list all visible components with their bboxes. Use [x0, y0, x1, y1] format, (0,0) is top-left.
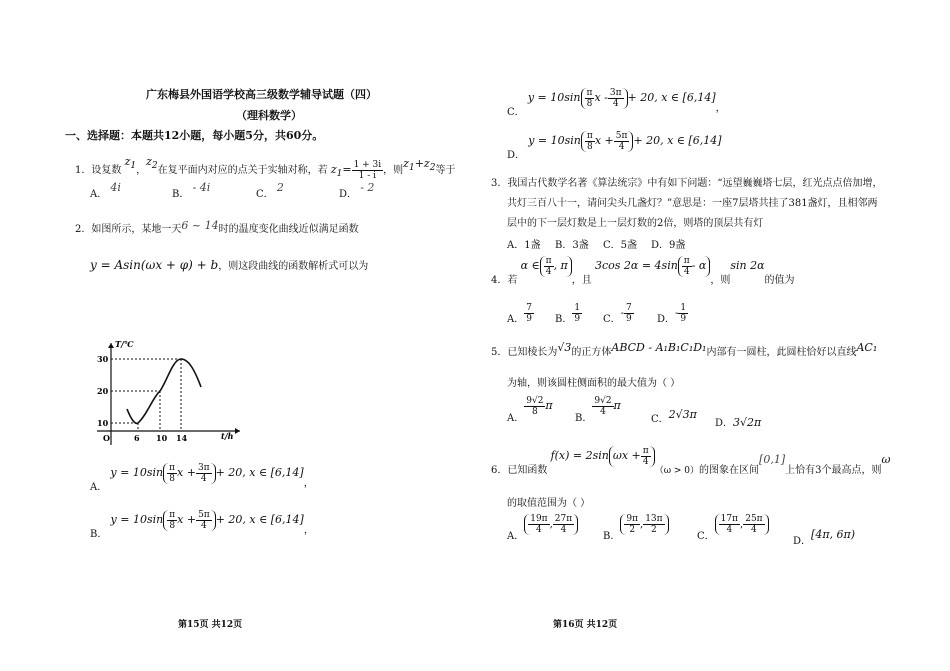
question-number: 4． — [491, 275, 508, 286]
axis-line: AC₁ — [856, 341, 878, 354]
q6-text-a: 已知函数 — [507, 465, 548, 476]
z2-sub: 2 — [151, 161, 158, 172]
option-pre: y = 10sin — [527, 91, 581, 104]
q6-option-c[interactable]: C． $\frac{17\pi}{4}$ , $\frac{25\pi}{4}$ — [697, 514, 769, 535]
q4-option-a[interactable] — [507, 303, 534, 324]
y-axis-arrow-icon — [108, 343, 114, 348]
option-value: 2 — [276, 181, 284, 194]
option-label: B． — [90, 529, 108, 540]
q2-option-d[interactable] — [507, 131, 722, 161]
q4-option-b[interactable] — [555, 303, 582, 324]
comma: ， — [136, 165, 147, 176]
q3-option-c[interactable] — [603, 236, 637, 251]
q4-tail: 的值为 — [764, 275, 795, 286]
option-b-d: 2 — [651, 525, 657, 535]
q1-text-b: 在复平面内对应的点关于实轴对称，若 — [157, 165, 328, 176]
option-label: B． — [172, 189, 190, 200]
x-tick-14: 14 — [176, 433, 188, 443]
q6-text-c: 上恰有3个最高点，则 — [785, 465, 882, 476]
question-number: 2． — [75, 224, 92, 235]
option-value: 3盏 — [572, 240, 589, 251]
q6-option-b[interactable]: B． $\frac{9\pi}{2}$ , $\frac{13\pi}{2}$ — [603, 514, 669, 535]
interval-d: 4 — [545, 267, 552, 277]
option-value: 2√3π — [668, 408, 697, 421]
option-x: x + — [177, 513, 197, 526]
question-number: 6． — [491, 465, 508, 476]
option-label: C． — [256, 189, 274, 200]
option-d: 8 — [531, 407, 538, 417]
q3-option-b[interactable] — [555, 236, 589, 251]
q4-target: sin 2α — [730, 259, 765, 272]
q4-ze: ，则 — [710, 275, 731, 286]
q1-option-c[interactable] — [256, 181, 284, 200]
q2-formula-line — [90, 257, 368, 272]
q1-option-a[interactable] — [90, 181, 121, 200]
option-n: 9√2 — [594, 396, 612, 406]
q5-text-b: 的正方体 — [571, 347, 612, 358]
option-pi: π — [613, 399, 621, 412]
q2-option-b[interactable] — [90, 510, 314, 540]
option-b-n: 27π — [554, 514, 573, 524]
q1-text-c: ，则 — [383, 165, 404, 176]
question-number: 5． — [491, 347, 508, 358]
q2-option-a[interactable] — [90, 463, 314, 493]
omega-condition: （ω > 0） — [654, 466, 700, 476]
edge-length: √3 — [557, 341, 572, 354]
z1-sub: 1 — [130, 161, 137, 172]
option-value: 1盏 — [524, 240, 541, 251]
option-n: 7 — [526, 303, 532, 313]
omega-symbol: ω — [881, 453, 891, 466]
option-label: D． — [507, 150, 526, 161]
plus: + — [414, 157, 424, 170]
option-label: D． — [657, 314, 676, 325]
question-4 — [491, 256, 795, 286]
option-b-n: 25π — [745, 514, 763, 524]
option-label: A． — [90, 482, 108, 493]
option-n: 9√2 — [526, 396, 544, 406]
option-sign: - — [620, 308, 625, 319]
option-d: 9 — [680, 314, 687, 324]
phase-n: π — [642, 446, 649, 456]
q5-option-c[interactable] — [651, 410, 697, 425]
option-value: 5盏 — [620, 240, 638, 251]
y-tick-30: 30 — [97, 354, 109, 364]
interval-n: π — [545, 256, 552, 266]
option-label: A． — [90, 189, 108, 200]
option-post: + 20, x ∈ [6,14] — [215, 513, 304, 526]
page-footer: 第16页 共12页 — [553, 620, 618, 630]
eq-r: - α — [691, 259, 707, 272]
frac-n: π — [586, 88, 593, 98]
option-label: B． — [555, 240, 573, 251]
question-number: 3． — [491, 178, 508, 189]
q5-option-d[interactable] — [715, 414, 761, 429]
temperature-curve — [127, 359, 201, 423]
option-a-d: 4 — [536, 525, 542, 535]
z1-eq: z — [330, 163, 337, 176]
q3-line1: 我国古代数学名著《算法统宗》中有如下问题：“远望巍巍塔七层，红光点点倍加增， — [507, 178, 883, 189]
option-d: 9 — [626, 314, 632, 324]
y-tick-10: 10 — [97, 418, 109, 428]
origin-label: O — [103, 433, 110, 443]
q2-formula: y = Asin(ωx + φ) + b — [90, 258, 219, 272]
option-value: 3√2π — [733, 416, 762, 429]
option-b-n: 13π — [645, 514, 663, 524]
question-number: 1． — [75, 165, 92, 176]
q3-line3: 层中的下一层灯数是上一层灯数的2倍，则塔的顶层共有灯 — [507, 218, 764, 229]
frac-d: 8 — [169, 521, 176, 531]
q6-inner: ωx + — [612, 449, 641, 462]
phase-d: 4 — [642, 457, 649, 467]
option-d: 4 — [600, 407, 606, 417]
sum-z1: z — [403, 157, 409, 170]
phase-d: 4 — [618, 142, 625, 152]
option-label: A． — [507, 531, 525, 542]
option-value: 9盏 — [669, 240, 686, 251]
option-post: + 20, x ∈ [6,14] — [215, 466, 304, 479]
option-label: D． — [339, 189, 358, 200]
q6-option-d[interactable] — [793, 528, 856, 547]
q5-text-c: 内部有一圆柱，此圆柱恰好以直线 — [706, 347, 857, 358]
option-sign: - — [675, 308, 679, 319]
option-a-d: 4 — [726, 525, 733, 535]
q6-text-b: 的图象在区间 — [699, 465, 760, 476]
y-axis-label: T/℃ — [115, 339, 134, 349]
q5-option-a[interactable] — [507, 396, 553, 424]
option-pi: π — [545, 399, 553, 412]
q4-option-c[interactable] — [603, 303, 634, 324]
z2: z — [146, 155, 152, 168]
option-x: x - — [594, 91, 608, 104]
option-pre: y = 10sin — [528, 134, 581, 147]
q3-option-d[interactable] — [651, 236, 685, 251]
option-label: D． — [793, 536, 812, 547]
q2-option-c[interactable] — [507, 88, 726, 118]
q3-line2: 共灯三百八十一，请问尖头几盏灯？”意思是：一座7层塔共挂了381盏灯，且相邻两 — [507, 198, 878, 209]
section-heading: 一、选择题：本题共12小题，每小题5分，共60分。 — [65, 129, 324, 142]
option-d: 9 — [526, 314, 532, 324]
option-pre: y = 10sin — [110, 513, 164, 526]
q2-text-b: 时的温度变化曲线近似满足函数 — [218, 224, 359, 235]
fraction-numerator: 1 + 3i — [353, 160, 382, 170]
option-label: B． — [603, 531, 621, 542]
option-value: - 4i — [192, 181, 211, 194]
option-label: A． — [507, 413, 525, 424]
fraction-denominator: 1 - i — [358, 171, 377, 181]
equals: = — [342, 163, 352, 176]
y-tick-20: 20 — [97, 386, 109, 396]
q6-option-a[interactable]: A． $\frac{19\pi}{4}$ , $\frac{27\pi}{4}$ — [507, 514, 578, 535]
z1-eq-sub: 1 — [336, 169, 343, 180]
q5-text-a: 已知棱长为 — [507, 347, 558, 358]
interval-r: , π — [553, 259, 568, 272]
frac-d: 8 — [586, 142, 593, 152]
frac-n: π — [169, 463, 176, 473]
question-2 — [75, 220, 359, 235]
q1-text-d: 等于 — [435, 165, 456, 176]
option-b-d: 4 — [751, 525, 757, 535]
q4-ruo: 若 — [507, 275, 518, 286]
x-axis-arrow-icon — [235, 428, 240, 434]
q6-interval: [0,1] — [759, 453, 786, 466]
exam-title: 广东梅县外国语学校高三级数学辅导试题（四） — [146, 88, 377, 101]
option-a-n: 19π — [530, 514, 548, 524]
q4-qie: ，且 — [571, 275, 592, 286]
page-footer: 第15页 共12页 — [178, 620, 243, 630]
option-label: B． — [575, 413, 593, 424]
question-5 — [491, 343, 877, 358]
option-n: 7 — [626, 303, 632, 313]
phase-d: 4 — [612, 99, 619, 109]
sum-sub1: 1 — [408, 163, 415, 174]
q5-line2: 为轴，则该圆柱侧面积的最大值为（ ） — [507, 378, 681, 389]
option-tail: ， — [303, 525, 314, 536]
option-post: + 20, x ∈ [6,14] — [633, 134, 722, 147]
phase-d: 4 — [200, 474, 207, 484]
option-d: 9 — [574, 314, 581, 324]
option-a-d: 2 — [629, 525, 636, 535]
option-label: B． — [555, 314, 573, 325]
sum-z2: z — [423, 157, 430, 170]
option-b-d: 4 — [560, 525, 567, 535]
x-tick-10: 10 — [156, 433, 168, 443]
q2-text-c: ，则这段曲线的函数解析式可以为 — [218, 261, 369, 272]
option-a-n: 17π — [720, 514, 739, 524]
option-label: D． — [651, 240, 670, 251]
option-x: x + — [177, 466, 196, 479]
option-label: C． — [603, 314, 621, 325]
q4-option-d[interactable] — [657, 303, 688, 324]
question-3 — [491, 174, 883, 189]
frac-d: 8 — [169, 474, 175, 484]
option-tail: ， — [303, 478, 314, 489]
option-label: C． — [507, 107, 525, 118]
phase-n: 5π — [615, 131, 628, 141]
cube-name: ABCD - A₁B₁C₁D₁ — [611, 341, 707, 354]
phase-n: 5π — [198, 510, 210, 520]
frac-d: 8 — [586, 99, 593, 109]
q5-option-b[interactable] — [575, 396, 621, 424]
q3-option-a[interactable] — [507, 236, 541, 251]
z1: z — [124, 155, 131, 168]
option-post: + 20, x ∈ [6,14] — [627, 91, 716, 104]
sum-sub2: 2 — [429, 163, 436, 174]
phase-n: 3π — [197, 463, 210, 473]
temperature-graph — [75, 335, 245, 447]
option-n: 1 — [680, 303, 687, 313]
q1-option-d[interactable] — [339, 181, 375, 200]
q1-text: 设复数 — [91, 165, 122, 176]
frac-n: π — [169, 510, 176, 520]
option-value: [4π, 6π) — [811, 528, 856, 541]
option-x: x + — [594, 134, 614, 147]
q6-line2: 的取值范围为（ ） — [507, 498, 591, 509]
option-a-n: 9π — [626, 514, 639, 524]
option-pre: y = 10sin — [110, 466, 164, 479]
time-range: 6 ~ 14 — [181, 219, 219, 232]
phase-n: 3π — [609, 88, 622, 98]
q1-option-b[interactable] — [172, 181, 211, 200]
option-value: - 2 — [360, 181, 375, 194]
question-1 — [75, 155, 456, 181]
frac-n: π — [586, 131, 593, 141]
option-value: 4i — [110, 181, 121, 194]
q6-function: f(x) = 2sin — [550, 449, 609, 462]
eq-n: π — [683, 256, 690, 266]
option-label: A． — [507, 314, 525, 325]
x-tick-6: 6 — [134, 433, 140, 443]
right-page — [475, 0, 950, 671]
alpha-in: α ∈ — [520, 259, 540, 272]
eq-d: 4 — [683, 267, 690, 277]
phase-d: 4 — [201, 521, 207, 531]
option-label: C． — [697, 531, 715, 542]
question-6 — [491, 446, 891, 476]
option-n: 1 — [574, 303, 581, 313]
option-label: C． — [651, 414, 669, 425]
option-label: D． — [715, 418, 734, 429]
q2-text-a: 如图所示，某地一天 — [91, 224, 182, 235]
option-tail: ， — [715, 103, 726, 114]
option-label: A． — [507, 240, 525, 251]
exam-subtitle: （理科数学） — [236, 109, 302, 122]
x-axis-label: t/h — [221, 431, 234, 441]
option-label: C． — [603, 240, 621, 251]
q4-equation: 3cos 2α = 4sin — [594, 259, 678, 272]
